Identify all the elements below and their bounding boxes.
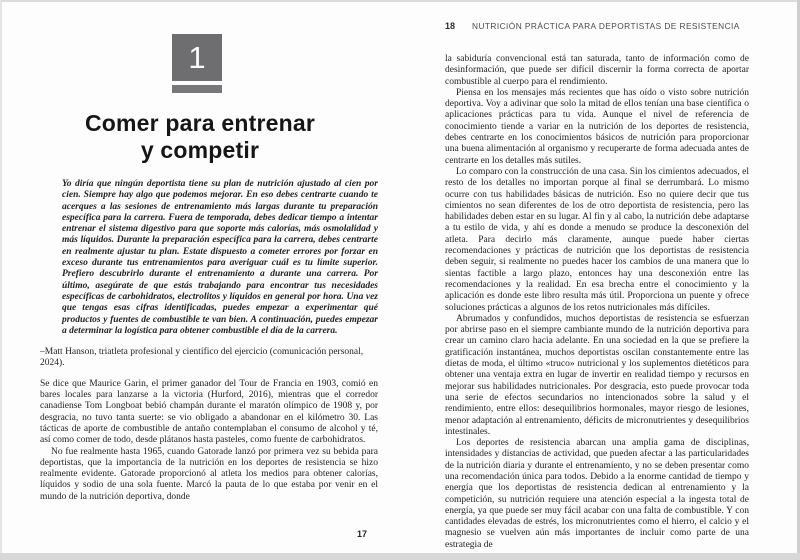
chapter-title-line-2: y competir bbox=[140, 137, 260, 163]
scan-edge-left bbox=[0, 0, 2, 560]
body-paragraph: Los deportes de resistencia abarcan una amplia gama de disciplinas, intensidades y distancias de actividad, que pueden afectar a las particularidades de la nutrición diaria y durante el entrenamiento, y no se deben presentar como una recomendación única para todos. Debido a la enorme cantidad de tiempo y energía que los deportistas de resistencia dedican al entrenamiento y la competición, su nutrición requiere una atención especial a la ingesta total de energía, ya que puede ser muy fácil acabar con una falta de combustible. Y con cantidades elevadas de estrés, los micronutrientes como el hierro, el calcio y el magnesio se vuelven aún más importantes de incluir como parte de una estrategia de bbox=[445, 438, 749, 550]
scan-edge-bottom bbox=[0, 553, 800, 560]
left-page-number: 17 bbox=[356, 529, 367, 539]
epigraph-quote: Yo diría que ningún deportista tiene su plan de nutrición ajustado al cien por cien. Siempre hay algo que podemos mejorar. En eso debes centrarte cuando te acerques a las sesiones de entrenamiento más largas durante tu preparación específica para la carrera. Fuera de temporada, debes dedicar tiempo a intentar entrenar el sistema digestivo para que soporte más calorías, más osmolalidad y más líquidos. Durante la preparación específica para la carrera, debes centrarte en realmente ajustar tu plan. Estate dispuesto a cometer errores por forzar en exceso durante tus entrenamientos para averiguar cuál es tu límite superior. Prefiero descubrirlo durante el entrenamiento a durante una carrera. Por último, asegúrate de que estás trabajando para encontrar tus necesidades específicas de carbohidratos, electrolitos y líquidos en general por hora. Una vez que tengas esas cifras identificadas, puedes empezar a experimentar qué productos y fuentes de combustible te van bien. A continuación, puedes empezar a determinar la logística para obtener combustible el día de la carrera. bbox=[62, 179, 378, 336]
chapter-number: 1 bbox=[188, 39, 206, 75]
scan-edge-top bbox=[0, 0, 800, 2]
quote-attribution: –Matt Hanson, triatleta profesional y científico del ejercicio (comunicación personal, 2024). bbox=[40, 346, 364, 368]
body-paragraph: Piensa en los mensajes más recientes que has oído o visto sobre nutrición deportiva. Voy a adivinar que solo la mitad de ellos tenían una base científica o aplicaciones prácticas para tu vida. Aunque el nivel de referencia de conocimiento tiende a variar en la nutrición de los deportes de resistencia, debes centrarte en los conocimientos básicos de nutrición para proporcionar una buena alimentación al organismo y recuperarte de forma adecuada antes de centrarte en los detalles más sutiles. bbox=[445, 87, 749, 166]
body-paragraph: Lo comparo con la construcción de una casa. Sin los cimientos adecuados, el resto de los detalles no importan porque al final se derrumbará. Lo mismo ocurre con tus habilidades básicas de nutrición. Eso no quiere decir que tus cimientos no sean diferentes de los de otro deportista de resistencia, pero las habilidades deben estar en su lugar. Al fin y al cabo, la nutrición debe adaptarse a tu estilo de vida, y ahí es donde a menudo se produce la desconexión del atleta. Para decirlo más claramente, aunque puede haber ciertas recomendaciones y prácticas de nutrición que los deportistas de resistencia deben seguir, si realmente no puedes hacer los cambios de una manera que lo sientas factible a largo plazo, entonces hay una desconexión entre las recomendaciones y la realidad. En esa brecha entre el conocimiento y la aplicación es donde este libro resulta más útil. Proporciona un puente y ofrece soluciones prácticas a algunos de los retos nutricionales más difíciles. bbox=[445, 166, 749, 313]
left-page bbox=[40, 34, 378, 503]
body-paragraph: la sabiduría convencional está tan saturada, tanto de información como de desinformación, que puede ser difícil discernir la forma correcta de aportar combustible al cuerpo para el rendimiento. bbox=[445, 54, 749, 87]
chapter-title bbox=[31, 110, 369, 164]
right-page-number: 18 bbox=[445, 21, 456, 31]
chapter-rule bbox=[172, 85, 222, 93]
chapter-ornament bbox=[172, 34, 222, 93]
right-page-text bbox=[445, 54, 749, 551]
right-page bbox=[445, 21, 749, 551]
body-paragraph: Se dice que Maurice Garin, el primer ganador del Tour de Francia en 1903, comió en bares locales para lanzarse a la victoria (Hurford, 2016), mientras que el corredor canadiense Tom Longboat bebió champán durante el maratón olímpico de 1908 y, por desgracia, no tuvo tanta suerte: se vio obligado a abandonar en el kilómetro 30. Las tácticas de aporte de combustible de antaño contemplaban el consumo de alcohol y té, así como comer de todo, desde plátanos hasta pasteles, como fuente de carbohidratos. bbox=[40, 378, 378, 446]
running-head bbox=[445, 21, 749, 31]
running-title: NUTRICIÓN PRÁCTICA PARA DEPORTISTAS DE RESISTENCIA bbox=[472, 21, 740, 31]
chapter-number-box bbox=[172, 34, 222, 81]
body-paragraph: Abrumados y confundidos, muchos deportistas de resistencia se esfuerzan por abrirse paso en el siempre cambiante mundo de la nutrición deportiva para crear un camino claro hacia adelante. En una sociedad en la que se prefiere la gratificación instantánea, muchos deportistas oscilan constantemente entre las dietas de moda, el último «truco» nutricional y los suplementos dietéticos para obtener una ventaja extra en lugar de invertir en realidad tiempo y recursos en mejorar sus habilidades nutricionales. Por desgracia, esto puede provocar toda una serie de efectos secundarios no intencionados sobre la salud y el rendimiento, entre ellos: desequilibrios hormonales, mayor riesgo de lesiones, menor adaptación al entrenamiento, déficits de micronutrientes y desequilibrios intestinales. bbox=[445, 313, 749, 437]
body-paragraph: No fue realmente hasta 1965, cuando Gatorade lanzó por primera vez su bebida para deportistas, que la importancia de la nutrición en los deportes de resistencia se hizo realmente evidente. Gatorade proporcionó al atleta los medios para obtener calorías, líquidos y sodio de una sola fuente. Marcó la pauta de lo que estaba por venir en el mundo de la nutrición deportiva, donde bbox=[40, 446, 378, 502]
chapter-title-line-1: Comer para entrenar bbox=[84, 110, 316, 136]
